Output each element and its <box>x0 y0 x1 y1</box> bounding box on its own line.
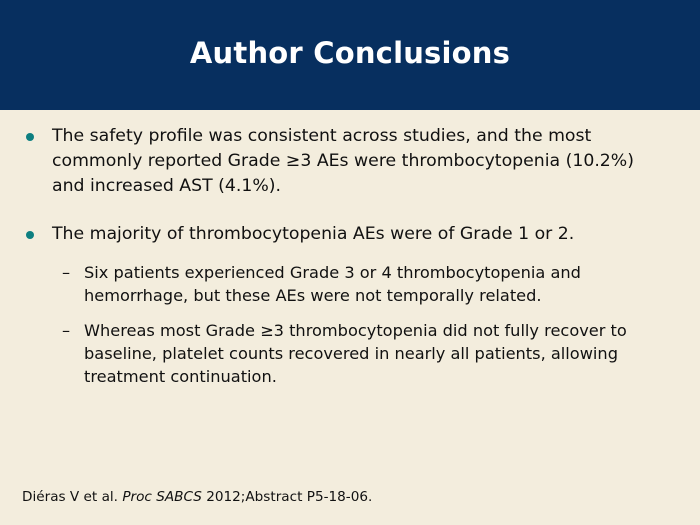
citation <box>22 489 372 505</box>
slide-title: Author Conclusions <box>189 36 511 70</box>
bullet-text: The majority of thrombocytopenia AEs were of Grade 1 or 2. <box>52 224 575 244</box>
citation-details: 2012;Abstract P5-18-06. <box>206 489 373 505</box>
citation-journal: Proc SABCS <box>122 489 202 505</box>
dash-icon: – <box>62 263 71 282</box>
bullet-dot-icon <box>26 231 34 239</box>
dash-icon: – <box>62 321 71 340</box>
sub-bullet-item <box>62 261 664 307</box>
bullet-item <box>52 222 662 247</box>
bullet-text: The safety profile was consistent across studies, and the most commonly reported Grade ≥3 AEs were thrombocytopenia (10.2%) and increased AST (4.1%). <box>52 126 634 196</box>
sub-bullet-text: Six patients experienced Grade 3 or 4 thrombocytopenia and hemorrhage, but these AEs were not temporally related. <box>84 263 581 305</box>
bullet-dot-icon <box>26 133 34 141</box>
title-bar <box>0 0 700 110</box>
sub-bullet-text: Whereas most Grade ≥3 thrombocytopenia did not fully recover to baseline, platelet counts recovered in nearly all patients, allowing treatment continuation. <box>84 321 627 386</box>
citation-authors: Diéras V et al. <box>22 489 118 505</box>
sub-bullet-item <box>62 319 664 388</box>
bullet-item <box>52 124 662 199</box>
